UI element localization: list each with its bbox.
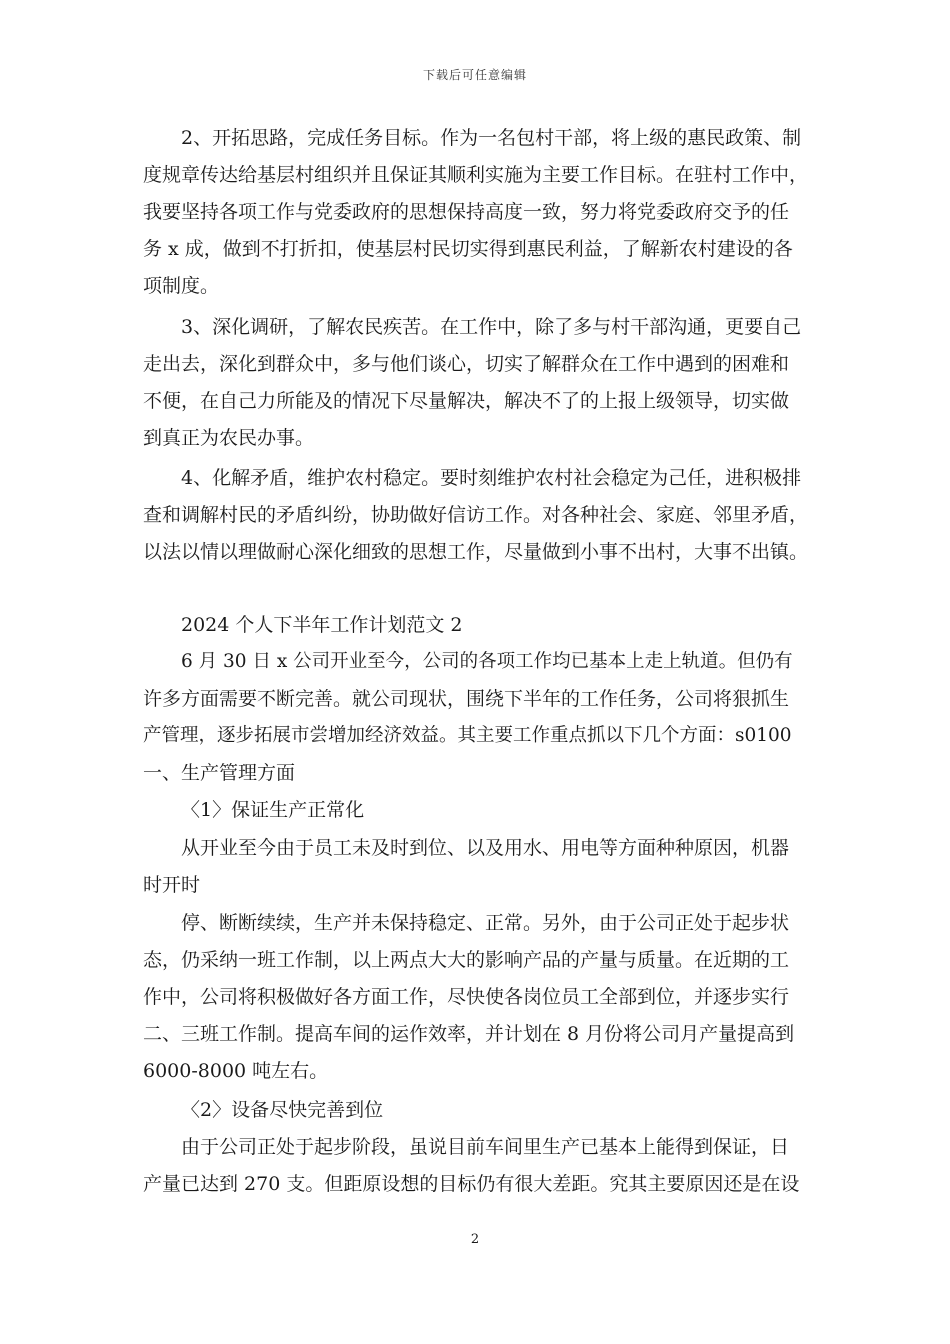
text-line: 一、生产管理方面 [143, 762, 296, 784]
subheading: 〈1〉保证生产正常化 [181, 799, 365, 821]
page-number: 2 [470, 1232, 480, 1247]
section-title: 2024 个人下半年工作计划范文 2 [181, 614, 463, 636]
text-line: 产管理，逐步拓展市尝增加经济效益。其主要工作重点抓以下几个方面：s0100 [143, 725, 792, 746]
text-line: 6 月 30 日 x 公司开业至今，公司的各项工作均已基本上走上轨道。但仍有 [181, 651, 793, 672]
text-line: 我要坚持各项工作与党委政府的思想保持高度一致，努力将党委政府交予的任 [143, 201, 790, 223]
text-line: 到真正为农民办事。 [143, 427, 315, 449]
page-header: 下载后可任意编辑 [422, 68, 527, 82]
text-line: 由于公司正处于起步阶段，虽说目前车间里生产已基本上能得到保证，日 [181, 1136, 790, 1158]
subheading: 〈2〉设备尽快完善到位 [181, 1099, 384, 1121]
text-line: 度规章传达给基层村组织并且保证其顺利实施为主要工作目标。在驻村工作中， [143, 164, 809, 186]
text-line: 态，仍采纳一班工作制，以上两点大大的影响产品的产量与质量。在近期的工 [143, 949, 790, 971]
text-line: 不便，在自己力所能及的情况下尽量解决，解决不了的上报上级领导，切实做 [143, 390, 790, 412]
text-line: 走出去，深化到群众中，多与他们谈心，切实了解群众在工作中遇到的困难和 [143, 353, 790, 375]
text-line: 项制度。 [143, 275, 220, 297]
text-line: 查和调解村民的矛盾纠纷，协助做好信访工作。对各种社会、家庭、邻里矛盾， [143, 504, 809, 526]
text-line: 时开时 [143, 874, 201, 896]
text-line: 6000-8000 吨左右。 [143, 1060, 329, 1082]
text-line: 许多方面需要不断完善。就公司现状，围绕下半年的工作任务，公司将狠抓生 [143, 688, 790, 710]
text-line: 4、化解矛盾，维护农村稳定。要时刻维护农村社会稳定为己任，进积极排 [181, 467, 802, 489]
text-line: 3、深化调研，了解农民疾苦。在工作中，除了多与村干部沟通，更要自己 [181, 316, 802, 338]
text-line: 作中，公司将积极做好各方面工作，尽快使各岗位员工全部到位，并逐步实行 [143, 986, 790, 1008]
text-line: 停、断断续续，生产并未保持稳定、正常。另外，由于公司正处于起步状 [181, 912, 790, 934]
text-line: 二、三班工作制。提高车间的运作效率，并计划在 8 月份将公司月产量提高到 [143, 1023, 795, 1045]
text-line: 2、开拓思路，完成任务目标。作为一名包村干部，将上级的惠民政策、制 [181, 127, 802, 149]
text-line: 产量已达到 270 支。但距原设想的目标仍有很大差距。究其主要原因还是在设 [143, 1173, 800, 1195]
text-line: 务 x 成，做到不打折扣，使基层村民切实得到惠民利益，了解新农村建设的各 [143, 238, 793, 260]
text-line: 从开业至今由于员工未及时到位、以及用水、用电等方面种种原因，机器 [181, 837, 790, 859]
text-line: 以法以情以理做耐心深化细致的思想工作，尽量做到小事不出村，大事不出镇。 [143, 541, 809, 563]
